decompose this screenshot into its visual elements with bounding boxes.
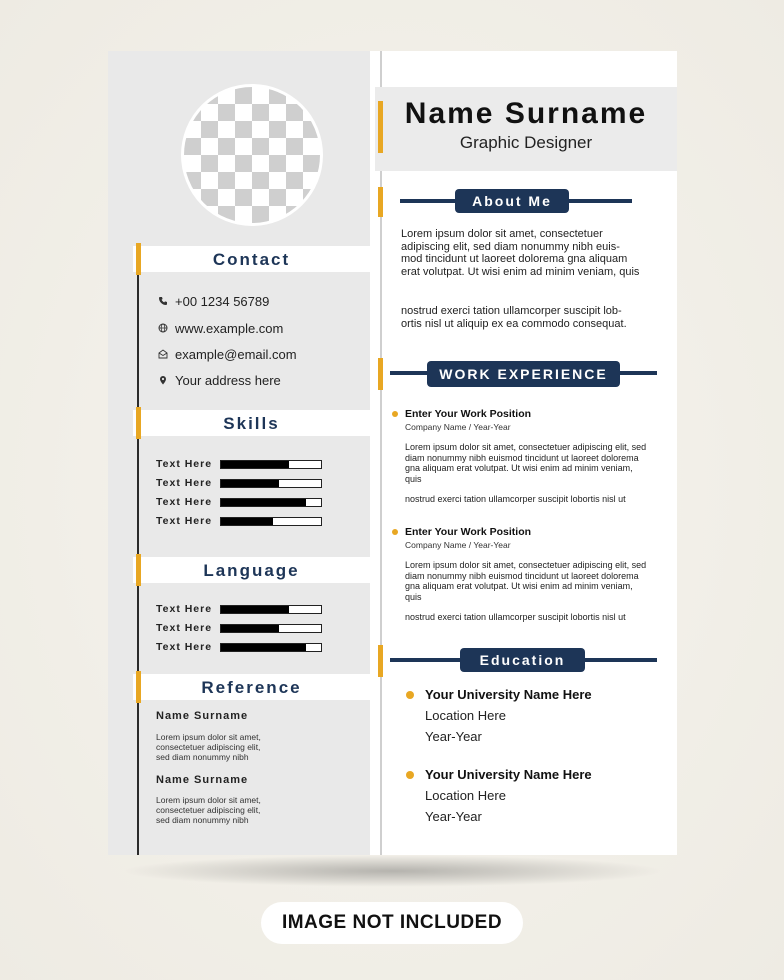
reference-name: Name Surname (156, 710, 249, 722)
skills-row (156, 457, 322, 471)
skills-row (156, 476, 322, 490)
skills-level-fill (221, 499, 306, 506)
contact-section-header (133, 246, 370, 272)
skills-label: Text Here (156, 458, 213, 470)
contact-address (156, 370, 281, 390)
skills-level-fill (221, 461, 289, 468)
skills-row (156, 495, 322, 509)
work-position: Enter Your Work Position (405, 408, 532, 420)
about-paragraph: Lorem ipsum dolor sit amet, consectetuer adipiscing elit, sed diam nonummy nibh euis-mod tincidunt ut laoreet dolorema gna aliquam erat volutpat. Ut wisi enim ad minim veniam, quis (401, 228, 640, 278)
work-section-header (390, 361, 657, 385)
languages-label: Text Here (156, 641, 213, 653)
bullet-dot (392, 529, 398, 535)
skills-row (156, 514, 322, 528)
contact-phone (156, 291, 269, 311)
profile-photo-placeholder (181, 84, 323, 226)
globe-icon (156, 321, 170, 335)
skills-level-fill (221, 480, 279, 487)
contact-title: Contact (212, 250, 291, 269)
work-company: Company Name / Year-Year (405, 422, 511, 432)
languages-level-bar (220, 643, 322, 652)
skills-level-bar (220, 460, 322, 469)
left-divider-line (137, 243, 139, 855)
languages-level-fill (221, 625, 279, 632)
bullet-dot (406, 771, 414, 779)
skills-level-fill (221, 518, 273, 525)
resume-sheet (108, 51, 677, 855)
reference-section-header (133, 674, 370, 700)
education-years: Year-Year (425, 809, 482, 824)
education-title: Education (460, 648, 585, 672)
contact-email (156, 344, 297, 364)
work-company: Company Name / Year-Year (405, 540, 511, 550)
page-shadow (120, 855, 665, 887)
languages-label: Text Here (156, 603, 213, 615)
languages-row (156, 640, 322, 654)
languages-level-bar (220, 605, 322, 614)
bullet-dot (392, 411, 398, 417)
accent-marker (378, 187, 383, 217)
skills-title: Skills (223, 414, 280, 433)
about-title: About Me (455, 189, 569, 213)
email-text: example@email.com (175, 346, 297, 362)
work-position: Enter Your Work Position (405, 526, 532, 538)
education-location: Location Here (425, 708, 506, 723)
skills-level-bar (220, 498, 322, 507)
reference-text: Lorem ipsum dolor sit amet, consectetuer adipiscing elit, sed diam nonummy nibh (156, 795, 261, 825)
education-school: Your University Name Here (425, 687, 592, 702)
languages-row (156, 621, 322, 635)
work-description: nostrud exerci tation ullamcorper suscipit lobortis nisl ut (405, 612, 626, 622)
languages-row (156, 602, 322, 616)
education-location: Location Here (425, 788, 506, 803)
language-title: Language (203, 561, 300, 580)
reference-name: Name Surname (156, 774, 249, 786)
address-text: Your address here (175, 372, 281, 388)
work-title: WORK EXPERIENCE (427, 361, 620, 387)
mail-icon (156, 347, 170, 361)
work-description: Lorem ipsum dolor sit amet, consectetuer adipiscing elit, sed diam nonummy nibh euismod tincidunt ut laoreet dolorema gna aliquam erat volutpat. Ut wisi enim ad minim veniam, quis (405, 560, 647, 602)
accent-marker (378, 645, 383, 677)
education-section-header (390, 648, 657, 672)
about-paragraph: nostrud exerci tation ullamcorper suscipit lob-ortis nisl ut aliquip ex ea commodo consequat. (401, 305, 627, 330)
skills-label: Text Here (156, 515, 213, 527)
reference-text: Lorem ipsum dolor sit amet, consectetuer adipiscing elit, sed diam nonummy nibh (156, 732, 261, 762)
reference-title: Reference (201, 678, 302, 697)
website-text: www.example.com (175, 320, 284, 336)
languages-level-fill (221, 606, 289, 613)
languages-label: Text Here (156, 622, 213, 634)
phone-text: +00 1234 56789 (175, 293, 270, 309)
job-role: Graphic Designer (459, 133, 593, 152)
education-school: Your University Name Here (425, 767, 592, 782)
contact-website (156, 318, 283, 338)
languages-level-bar (220, 624, 322, 633)
skills-section-header (133, 410, 370, 436)
image-not-included-badge: IMAGE NOT INCLUDED (261, 902, 523, 944)
about-section-header (400, 189, 632, 213)
education-years: Year-Year (425, 729, 482, 744)
bullet-dot (406, 691, 414, 699)
location-pin-icon (156, 373, 170, 387)
skills-level-bar (220, 479, 322, 488)
work-description: nostrud exerci tation ullamcorper suscipit lobortis nisl ut (405, 494, 626, 504)
language-section-header (133, 557, 370, 583)
skills-label: Text Here (156, 496, 213, 508)
center-divider-line (380, 51, 382, 855)
phone-icon (156, 294, 170, 308)
full-name: Name Surname (404, 97, 648, 130)
skills-level-bar (220, 517, 322, 526)
languages-level-fill (221, 644, 306, 651)
work-description: Lorem ipsum dolor sit amet, consectetuer adipiscing elit, sed diam nonummy nibh euismod tincidunt ut laoreet dolorema gna aliquam erat volutpat. Ut wisi enim ad minim veniam, quis (405, 442, 647, 484)
skills-label: Text Here (156, 477, 213, 489)
accent-marker (378, 358, 383, 390)
name-header (375, 87, 677, 171)
